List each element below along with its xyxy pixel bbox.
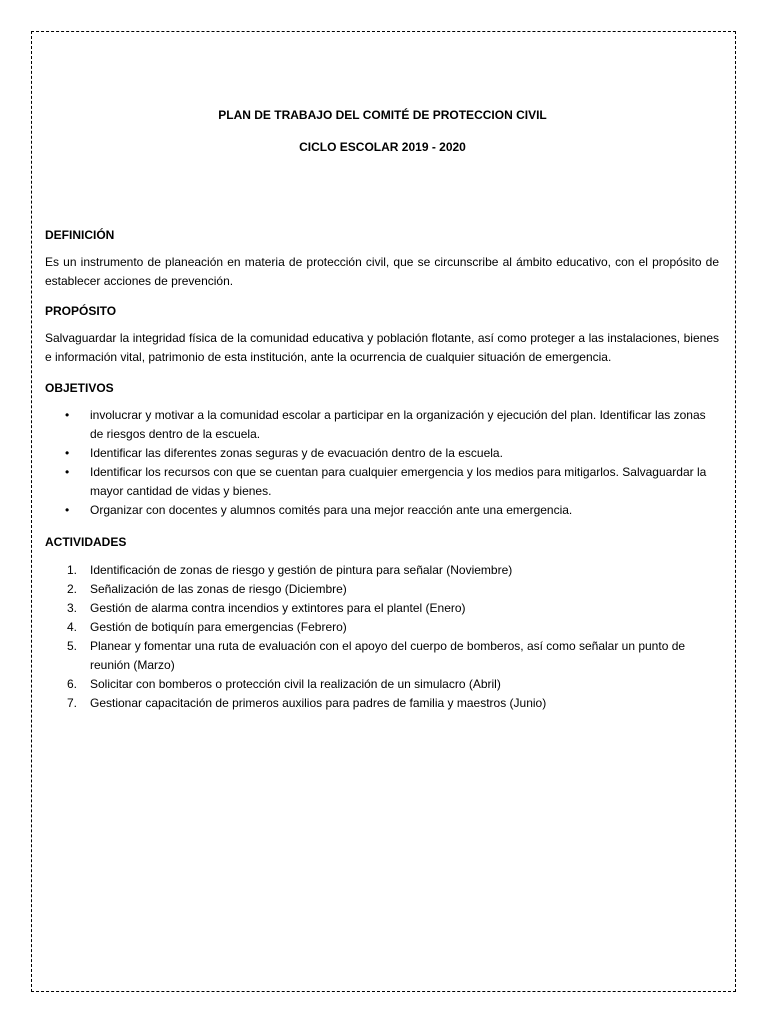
bullet-icon: • <box>65 446 70 460</box>
list-item <box>45 694 719 713</box>
definicion-text: Es un instrumento de planeación en materia de protección civil, que se circunscribe al ámbito educativo, con el propósito de establecer acciones de prevención. <box>45 255 719 288</box>
objetivo-text: involucrar y motivar a la comunidad escolar a participar en la organización y ejecución del plan. Identificar las zonas de riesgos dentro de la escuela. <box>90 408 706 441</box>
actividad-text: Gestión de botiquín para emergencias (Febrero) <box>90 620 347 634</box>
proposito-text: Salvaguardar la integridad física de la comunidad educativa y población flotante, así como proteger a las instalaciones, bienes e información vital, patrimonio de esta institución, ante la ocurrencia de cualquier situación de emergencia. <box>45 331 719 364</box>
item-number: 2. <box>67 582 78 596</box>
actividad-text: Identificación de zonas de riesgo y gestión de pintura para señalar (Noviembre) <box>90 563 513 577</box>
document-subtitle: CICLO ESCOLAR 2019 - 2020 <box>299 140 466 154</box>
bullet-icon: • <box>65 503 70 517</box>
definicion-heading: DEFINICIÓN <box>45 228 115 242</box>
objetivo-text: Organizar con docentes y alumnos comités para una mejor reacción ante una emergencia. <box>90 503 573 517</box>
objetivo-text: Identificar las diferentes zonas seguras y de evacuación dentro de la escuela. <box>90 446 503 460</box>
list-item <box>45 444 719 463</box>
item-number: 1. <box>67 563 78 577</box>
list-item <box>45 463 719 501</box>
actividad-text: Señalización de las zonas de riesgo (Diciembre) <box>90 582 347 596</box>
list-item <box>45 618 719 637</box>
list-item <box>45 637 719 675</box>
actividad-text: Gestionar capacitación de primeros auxilios para padres de familia y maestros (Junio) <box>90 696 547 710</box>
item-number: 6. <box>67 677 78 691</box>
item-number: 5. <box>67 639 78 653</box>
document-title: PLAN DE TRABAJO DEL COMITÉ DE PROTECCION CIVIL <box>218 108 547 122</box>
item-number: 3. <box>67 601 78 615</box>
objetivo-text: Identificar los recursos con que se cuentan para cualquier emergencia y los medios para mitigarlos. Salvaguardar la mayor cantidad de vidas y bienes. <box>90 465 707 498</box>
bullet-icon: • <box>65 465 70 479</box>
actividad-text: Solicitar con bomberos o protección civil la realización de un simulacro (Abril) <box>90 677 501 691</box>
objetivos-heading: OBJETIVOS <box>45 381 114 395</box>
list-item <box>45 406 719 444</box>
actividad-text: Gestión de alarma contra incendios y extintores para el plantel (Enero) <box>90 601 466 615</box>
item-number: 7. <box>67 696 78 710</box>
list-item <box>45 561 719 580</box>
list-item <box>45 599 719 618</box>
item-number: 4. <box>67 620 78 634</box>
objetivos-list <box>45 406 719 520</box>
actividades-heading: ACTIVIDADES <box>45 535 127 549</box>
list-item <box>45 580 719 599</box>
proposito-heading: PROPÓSITO <box>45 304 117 318</box>
list-item <box>45 501 719 520</box>
actividades-list <box>45 561 719 713</box>
actividad-text: Planear y fomentar una ruta de evaluación con el apoyo del cuerpo de bomberos, así como señalar un punto de reunión (Marzo) <box>90 639 686 672</box>
bullet-icon: • <box>65 408 70 422</box>
list-item <box>45 675 719 694</box>
